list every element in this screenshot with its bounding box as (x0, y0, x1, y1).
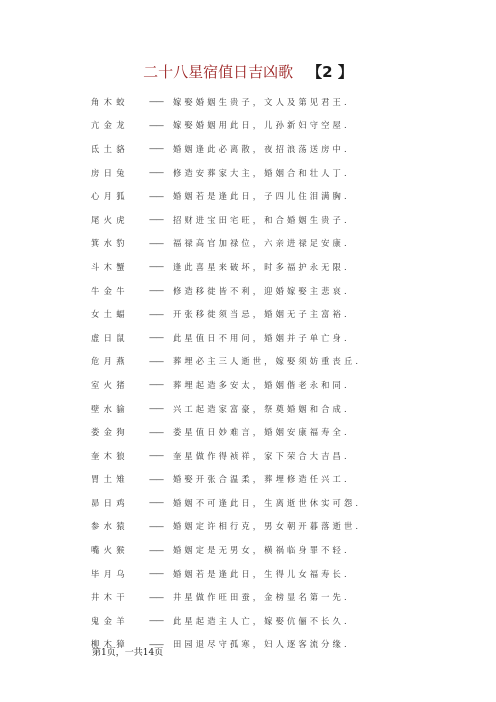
verse-text: 嫁娶婚姻生贵子，文人及第见君王. (173, 96, 350, 107)
star-name: 嘴火猴 (91, 545, 129, 556)
dash-separator: —— (149, 498, 163, 508)
star-name: 氐土貉 (91, 143, 129, 154)
verse-text: 婚姻逢此必离散，夜招浪荡送房中. (173, 143, 350, 154)
dash-separator: —— (149, 356, 163, 366)
verse-text: 婚姻若是逢此日，生得儿女福寿长. (173, 568, 350, 579)
verse-row (91, 255, 421, 279)
dash-separator: —— (149, 521, 163, 531)
verse-row (91, 444, 421, 468)
dash-separator: —— (149, 639, 163, 649)
verse-row (91, 585, 421, 609)
verse-row (91, 609, 421, 633)
verse-row (91, 90, 421, 114)
verse-text: 娄星值日妙难言，婚姻安康福寿全. (173, 427, 350, 438)
page-footer: 第1页，一共14页 (92, 648, 164, 658)
star-name: 女土蝠 (91, 309, 129, 320)
verse-row (91, 208, 421, 232)
verse-text: 招财进宝田宅旺，和合婚姻生贵子. (173, 214, 350, 225)
dash-separator: —— (149, 427, 163, 437)
star-name: 奎木狼 (91, 450, 129, 461)
verse-text: 此星值日不用问，婚姻并子单亡身. (173, 332, 350, 343)
star-name: 井木干 (91, 592, 129, 603)
verse-row (91, 232, 421, 256)
dash-separator: —— (149, 309, 163, 319)
dash-separator: —— (149, 545, 163, 555)
star-name: 箕水豹 (91, 238, 129, 249)
page-title (0, 62, 496, 82)
star-name: 毕月乌 (91, 568, 129, 579)
dash-separator: —— (149, 286, 163, 296)
star-name: 亢金龙 (91, 120, 129, 131)
star-name: 鬼金羊 (91, 615, 129, 626)
verse-row (91, 420, 421, 444)
dash-separator: —— (149, 451, 163, 461)
dash-separator: —— (149, 168, 163, 178)
title-part-number: 【2 】 (307, 63, 353, 81)
verse-row (91, 350, 421, 374)
star-name: 室火猪 (91, 379, 129, 390)
verse-text: 葬埋起造多安太，婚姻偕老永和同. (173, 379, 350, 390)
dash-separator: —— (149, 380, 163, 390)
verse-row (91, 184, 421, 208)
dash-separator: —— (149, 238, 163, 248)
dash-separator: —— (149, 97, 163, 107)
star-name: 娄金狗 (91, 427, 129, 438)
verse-text: 修造移徙皆不利，迎婚嫁娶主悲哀. (173, 285, 350, 296)
verse-row (91, 161, 421, 185)
verse-text: 此星起造主人亡，嫁娶伉俪不长久. (173, 615, 350, 626)
verse-text: 婚姻若是逢此日，子四儿住泪满胸. (173, 191, 350, 202)
star-name: 心月狐 (91, 191, 129, 202)
dash-separator: —— (149, 616, 163, 626)
verse-text: 福禄高官加禄位，六亲进禄足安康. (173, 238, 350, 249)
verse-text: 婚姻定许相行克，男女朝开暮落逝世. (173, 521, 362, 532)
verse-text: 奎星做作得祯祥，家下荣合大吉昌. (173, 450, 350, 461)
verse-row (91, 114, 421, 138)
verse-list (91, 90, 421, 656)
star-name: 柳木獐 (91, 639, 129, 650)
star-name: 胃土雉 (91, 474, 129, 485)
verse-row (91, 491, 421, 515)
star-name: 危月燕 (91, 356, 129, 367)
verse-text: 井星做作旺田蚕，金榜显名第一先. (173, 592, 350, 603)
verse-row (91, 373, 421, 397)
verse-row (91, 397, 421, 421)
dash-separator: —— (149, 191, 163, 201)
star-name: 尾火虎 (91, 214, 129, 225)
star-name: 虚日鼠 (91, 332, 129, 343)
verse-text: 田园退尽守孤寒，妇人逐客流分缘. (173, 639, 350, 650)
verse-row (91, 302, 421, 326)
verse-row (91, 279, 421, 303)
verse-text: 婚姻定是无男女，横祸临身罪不轻. (173, 545, 350, 556)
star-name: 壁水貐 (91, 403, 129, 414)
star-name: 房日兔 (91, 167, 129, 178)
dash-separator: —— (149, 474, 163, 484)
verse-row (91, 326, 421, 350)
verse-row (91, 562, 421, 586)
verse-text: 婚姻不可逢此日，生离逝世休实可怨. (173, 497, 362, 508)
star-name: 参水猿 (91, 521, 129, 532)
dash-separator: —— (149, 215, 163, 225)
title-main: 二十八星宿值日吉凶歌 (143, 63, 294, 81)
verse-row (91, 515, 421, 539)
dash-separator: —— (149, 404, 163, 414)
verse-text: 葬埋必主三人逝世，嫁娶须妨重丧丘. (173, 356, 362, 367)
verse-text: 修造安葬家大主，婚姻合和壮人丁. (173, 167, 350, 178)
dash-separator: —— (149, 569, 163, 579)
verse-row (91, 137, 421, 161)
verse-row (91, 538, 421, 562)
verse-text: 逢此喜星来破坏，时多福护永无限. (173, 261, 350, 272)
dash-separator: —— (149, 592, 163, 602)
dash-separator: —— (149, 333, 163, 343)
dash-separator: —— (149, 144, 163, 154)
star-name: 昴日鸡 (91, 497, 129, 508)
verse-text: 婚娶开张合温柔，葬埋修造任兴工. (173, 474, 350, 485)
dash-separator: —— (149, 262, 163, 272)
dash-separator: —— (149, 120, 163, 130)
verse-text: 兴工起造家富豪，祭奠婚姻和合成. (173, 403, 350, 414)
verse-row (91, 468, 421, 492)
star-name: 斗木蟹 (91, 261, 129, 272)
star-name: 牛金牛 (91, 285, 129, 296)
verse-text: 嫁娶婚姻用此日，儿孙新妇守空屋. (173, 120, 350, 131)
verse-text: 开张移徙须当忌，婚姻无子主富裕. (173, 309, 350, 320)
star-name: 角木蛟 (91, 96, 129, 107)
